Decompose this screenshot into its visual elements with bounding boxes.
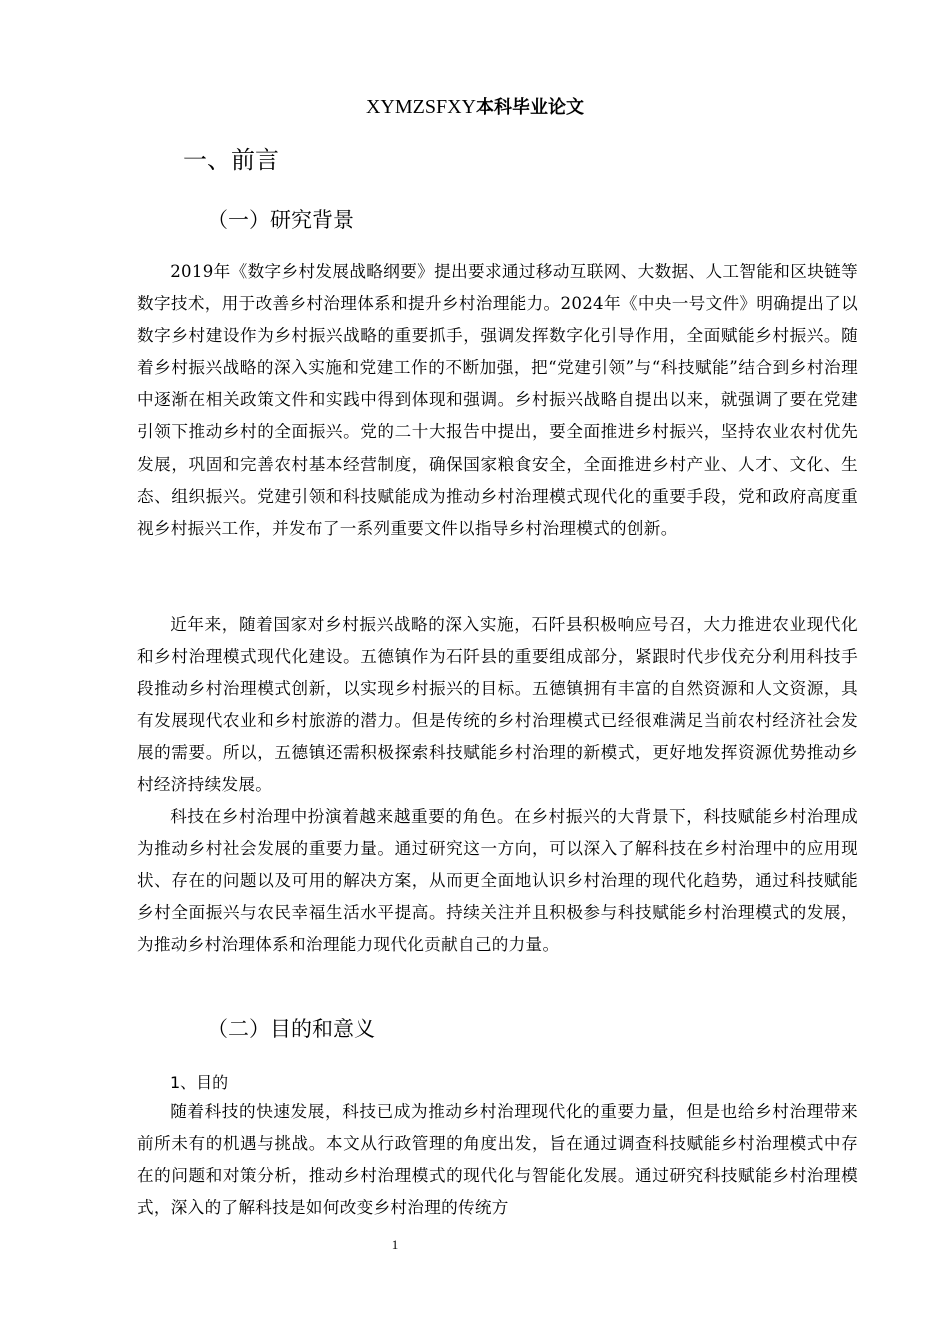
background-paragraph-2: 近年来，随着国家对乡村振兴战略的深入实施，石阡县积极响应号召，大力推进农业现代化和乡村治理模式现代化建设。五德镇作为石阡县的重要组成部分，紧跟时代步伐充分利用科技手段推动乡村治理模式创新，以实现乡村振兴的目标。五德镇拥有丰富的自然资源和人文资源，具有发展现代农业和乡村旅游的潜力。但是传统的乡村治理模式已经很难满足当前农村经济社会发展的需要。所以，五德镇还需积极探索科技赋能乡村治理的新模式，更好地发挥资源优势推动乡村经济持续发展。 [137,615,858,795]
section-heading-preface: 一、前言 [183,146,279,174]
page-number: 1 [391,1237,399,1252]
background-paragraph-3: 科技在乡村治理中扮演着越来越重要的角色。在乡村振兴的大背景下，科技赋能乡村治理成为推动乡村社会发展的重要力量。通过研究这一方向，可以深入了解科技在乡村治理中的应用现状、存在的问题以及可用的解决方案，从而更全面地认识乡村治理的现代化趋势，通过科技赋能乡村全面振兴与农民幸福生活水平提高。持续关注并且积极参与科技赋能乡村治理模式的发展，为推动乡村治理体系和治理能力现代化贡献自己的力量。 [137,807,858,955]
header-institution-code: XYMZSFXY [365,96,477,118]
header-thesis-label: 本科毕业论文 [476,97,585,118]
purpose-subheading: 1、目的 [170,1073,229,1092]
running-header [0,94,950,121]
subsection-heading-purpose: （二）目的和意义 [207,1017,375,1041]
subsection-heading-background: （一）研究背景 [207,208,354,232]
purpose-paragraph-1: 随着科技的快速发展，科技已成为推动乡村治理现代化的重要力量，但是也给乡村治理带来前所未有的机遇与挑战。本文从行政管理的角度出发，旨在通过调查科技赋能乡村治理模式中存在的问题和对策分析，推动乡村治理模式的现代化与智能化发展。通过研究科技赋能乡村治理模式，深入的了解科技是如何改变乡村治理的传统方 [137,1102,858,1218]
background-paragraph-1: 2019年《数字乡村发展战略纲要》提出要求通过移动互联网、大数据、人工智能和区块链等数字技术，用于改善乡村治理体系和提升乡村治理能力。2024年《中央一号文件》明确提出了以数字乡村建设作为乡村振兴战略的重要抓手，强调发挥数字化引导作用，全面赋能乡村振兴。随着乡村振兴战略的深入实施和党建工作的不断加强，把“党建引领”与“科技赋能”结合到乡村治理中逐渐在相关政策文件和实践中得到体现和强调。乡村振兴战略自提出以来，就强调了要在党建引领下推动乡村的全面振兴。党的二十大报告中提出，要全面推进乡村振兴，坚持农业农村优先发展，巩固和完善农村基本经营制度，确保国家粮食安全，全面推进乡村产业、人才、文化、生态、组织振兴。党建引领和科技赋能成为推动乡村治理模式现代化的重要手段，党和政府高度重视乡村振兴工作，并发布了一系列重要文件以指导乡村治理模式的创新。 [137,262,858,538]
